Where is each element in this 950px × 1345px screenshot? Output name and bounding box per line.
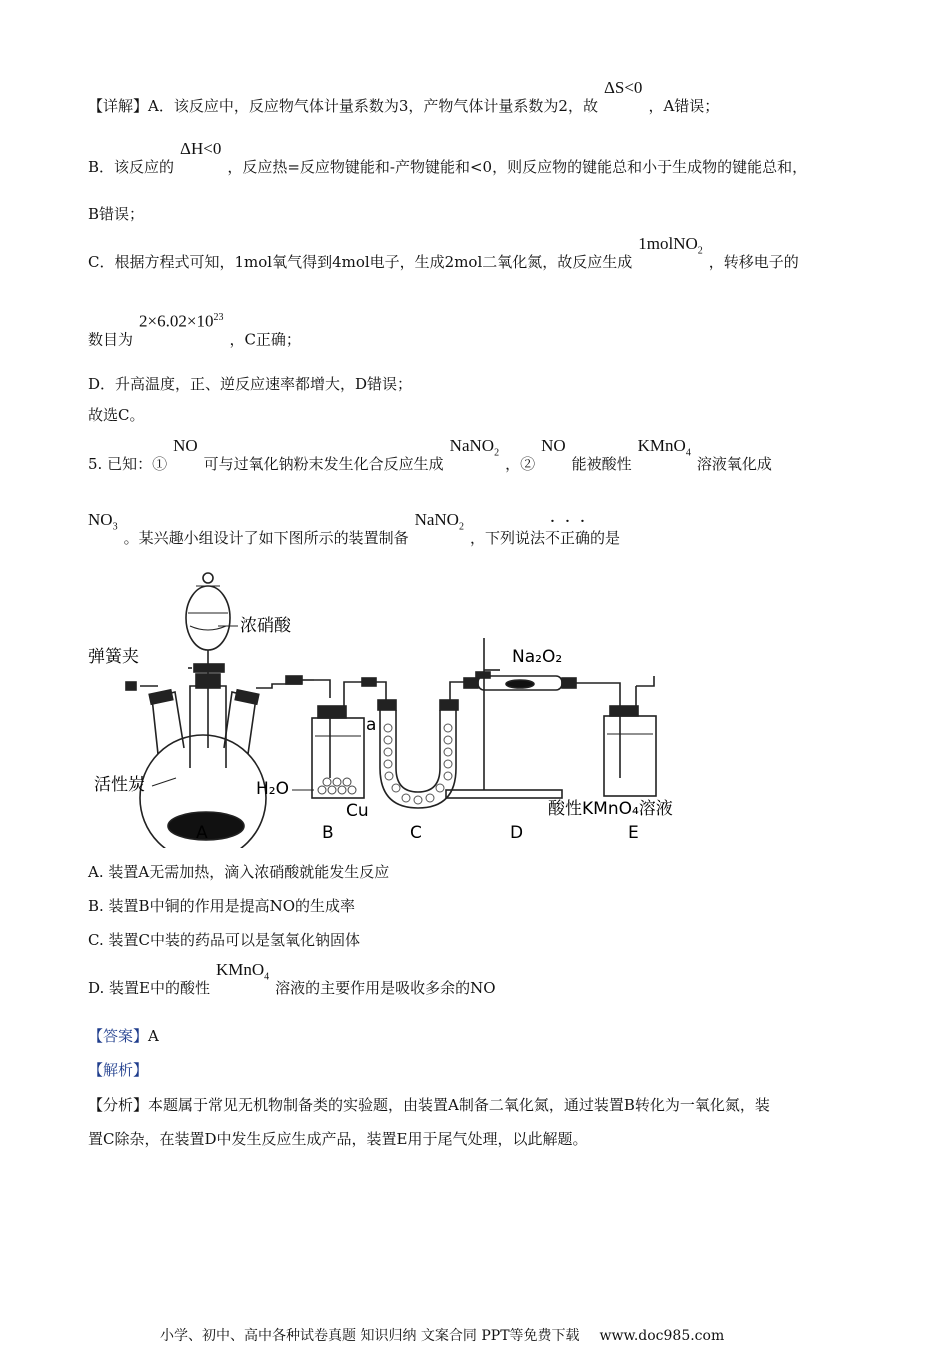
detail-a: 【详解】A．该反应中，反应物气体计量系数为3，产物气体计量系数为2，故ΔS<0，A错误；: [88, 78, 720, 115]
option-b: B. 装置B中铜的作用是提高NO的生成率: [88, 897, 356, 915]
footer-url[interactable]: www.doc985.com: [599, 1328, 725, 1344]
unit-label-b: B: [322, 823, 334, 843]
label-water: H₂O: [256, 779, 289, 799]
analysis-label: 【解析】: [88, 1061, 149, 1079]
option-d: D. 装置E中的酸性KMnO$_4$溶液的主要作用是吸收多余的NO: [88, 960, 496, 997]
option-c: C. 装置C中装的药品可以是氢氧化钠固体: [88, 931, 360, 949]
apparatus-diagram: [80, 568, 700, 848]
detail-conclusion: 故选C。: [88, 406, 145, 424]
question-stem: 5. 已知：①NO可与过氧化钠粉末发生化合反应生成NaNO$_2$，②NO能被酸性KMnO$_4$溶液氧化成: [88, 436, 772, 473]
unit-c-u-tube: [376, 682, 472, 808]
answer-label: 【答案】: [88, 1027, 149, 1045]
analysis-text: 【分析】本题属于常见无机物制备类的实验题，由装置A制备二氧化氮，通过装置B转化为一氧化氮，装: [88, 1096, 770, 1114]
unit-a-flask: [126, 573, 302, 848]
label-sodium-peroxide: Na₂O₂: [512, 647, 563, 667]
math-1mol-no2: 1molNO$_2$: [638, 234, 703, 257]
option-a: A. 装置A无需加热，滴入浓硝酸就能发生反应: [88, 863, 390, 881]
unit-label-c: C: [410, 823, 422, 843]
emphasis-char: 确: [575, 529, 591, 547]
label-a: a: [366, 715, 377, 735]
unit-label-a: A: [196, 823, 208, 843]
unit-b-cu-beads: [318, 778, 356, 794]
analysis-text-cont: 置C除杂，在装置D中发生反应生成产品，装置E用于尾气处理，以此解题。: [88, 1130, 588, 1148]
math-electrons: $2\times 6.02\times 10^{23}$: [139, 311, 224, 331]
detail-c: C．根据方程式可知，1mol氧气得到4mol电子，生成2mol二氧化氮，故反应生成1molNO$_2$，转移电子的: [88, 234, 799, 271]
unit-e-bottle: [604, 676, 656, 796]
emphasis-char: 正: [560, 529, 576, 547]
detail-b: B．该反应的ΔH<0，反应热=反应物键能和-产物键能和<0，则反应物的键能总和小于生成物的键能总和，: [88, 139, 808, 176]
question-stem-cont: $NO_3$。某兴趣小组设计了如下图所示的装置制备NaNO$_2$，下列说法不正确的是: [88, 510, 621, 547]
unit-label-d: D: [510, 823, 524, 843]
label-copper: Cu: [346, 801, 369, 821]
footer: [160, 1325, 724, 1345]
unit-b-bottle: [286, 676, 376, 798]
label-concentrated-nitric-acid: 浓硝酸: [240, 616, 291, 636]
answer-value: A: [148, 1027, 159, 1045]
unit-label-e: E: [628, 823, 639, 843]
label-spring-clamp: 弹簧夹: [88, 647, 139, 667]
math-delta-s: ΔS<0: [603, 78, 643, 97]
label-acidic-kmno4: 酸性KMnO₄溶液: [548, 799, 673, 819]
emphasis-char: 不: [544, 529, 560, 547]
answer: [88, 1026, 159, 1046]
detail-b-cont: B错误；: [88, 205, 145, 223]
detail-c-cont: 数目为$2\times 6.02\times 10^{23}$，C正确；: [88, 326, 301, 350]
label-activated-carbon: 活性炭: [94, 775, 145, 795]
detail-d: D．升高温度，正、逆反应速率都增大，D错误；: [88, 375, 413, 393]
math-delta-h: ΔH<0: [180, 139, 222, 158]
footer-text: 小学、初中、高中各种试卷真题 知识归纳 文案合同 PPT等免费下载: [160, 1328, 580, 1344]
